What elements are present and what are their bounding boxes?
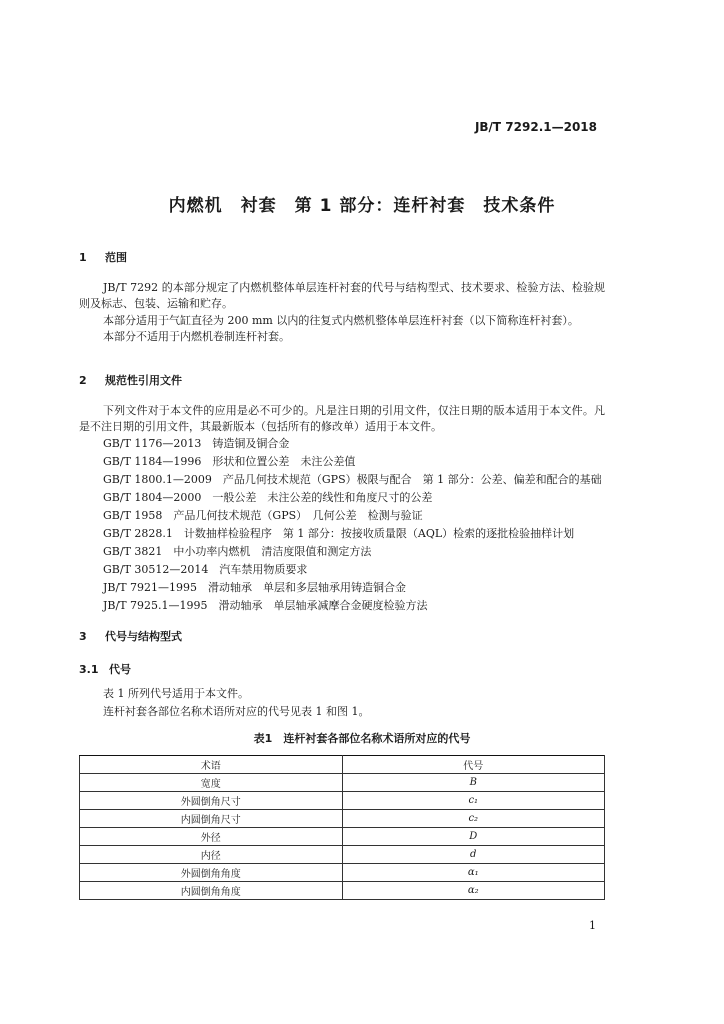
section-1-heading xyxy=(79,249,127,265)
section-number: 1 xyxy=(79,251,87,264)
reference-item: GB/T 2828.1 计数抽样检验程序 第 1 部分：按接收质量限（AQL）检索的逐批检验抽样计划 xyxy=(103,527,575,540)
paragraph: 连杆衬套各部位名称术语所对应的代号见表 1 和图 1。 xyxy=(103,705,370,718)
reference-item: GB/T 1804—2000 一般公差 未注公差的线性和角度尺寸的公差 xyxy=(103,491,433,504)
table-header-row xyxy=(80,756,605,774)
paragraph: 下列文件对于本文件的应用是必不可少的。凡是注日期的引用文件，仅注日期的版本适用于本文件。凡是不注日期的引用文件，其最新版本（包括所有的修改单）适用于本文件。 xyxy=(79,404,605,433)
section-2-heading xyxy=(79,372,182,388)
term-cell: 内圆倒角尺寸 xyxy=(80,810,343,828)
code-table xyxy=(79,755,605,900)
section-title: 规范性引用文件 xyxy=(105,374,182,387)
term-cell: 外径 xyxy=(80,828,343,846)
table-row xyxy=(80,774,605,792)
reference-item: JB/T 7925.1—1995 滑动轴承 单层轴承减摩合金硬度检验方法 xyxy=(103,599,428,612)
term-cell: 内圆倒角角度 xyxy=(80,882,343,900)
reference-item: GB/T 1800.1—2009 产品几何技术规范（GPS）极限与配合 第 1 部分：公差、偏差和配合的基础 xyxy=(103,473,602,486)
paragraph: 本部分适用于气缸直径为 200 mm 以内的往复式内燃机整体单层连杆衬套（以下简称连杆衬套）。 xyxy=(103,314,579,327)
section-title: 范围 xyxy=(105,251,127,264)
term-cell: 外圆倒角角度 xyxy=(80,864,343,882)
code-cell: α₂ xyxy=(342,882,605,900)
code-cell: B xyxy=(342,774,605,792)
section-title: 代号与结构型式 xyxy=(105,630,182,643)
section-number: 3.1 xyxy=(79,663,99,676)
code-cell: α₁ xyxy=(342,864,605,882)
section-title: 代号 xyxy=(109,663,131,676)
term-cell: 宽度 xyxy=(80,774,343,792)
paragraph: 本部分不适用于内燃机卷制连杆衬套。 xyxy=(103,330,290,343)
section-number: 2 xyxy=(79,374,87,387)
section-3-1-heading xyxy=(79,661,131,677)
table-row xyxy=(80,882,605,900)
reference-item: GB/T 1958 产品几何技术规范（GPS） 几何公差 检测与验证 xyxy=(103,509,423,522)
term-cell: 外圆倒角尺寸 xyxy=(80,792,343,810)
column-header-code: 代号 xyxy=(342,756,605,774)
code-cell: D xyxy=(342,828,605,846)
table-row xyxy=(80,792,605,810)
term-cell: 内径 xyxy=(80,846,343,864)
standard-number: JB/T 7292.1—2018 xyxy=(474,120,597,134)
code-cell: c₂ xyxy=(342,810,605,828)
code-cell: c₁ xyxy=(342,792,605,810)
reference-item: GB/T 30512—2014 汽车禁用物质要求 xyxy=(103,563,308,576)
paragraph: 表 1 所列代号适用于本文件。 xyxy=(103,687,249,700)
table-row xyxy=(80,864,605,882)
table-row xyxy=(80,810,605,828)
table-caption: 表1 连杆衬套各部位名称术语所对应的代号 xyxy=(253,732,471,745)
reference-item: GB/T 3821 中小功率内燃机 清洁度限值和测定方法 xyxy=(103,545,372,558)
document-title: 内燃机 衬套 第 1 部分：连杆衬套 技术条件 xyxy=(168,196,556,216)
reference-item: GB/T 1176—2013 铸造铜及铜合金 xyxy=(103,437,290,450)
code-cell: d xyxy=(342,846,605,864)
reference-item: JB/T 7921—1995 滑动轴承 单层和多层轴承用铸造铜合金 xyxy=(103,581,407,594)
section-3-heading xyxy=(79,628,182,644)
table-row xyxy=(80,828,605,846)
page-number: 1 xyxy=(589,919,596,932)
paragraph: JB/T 7292 的本部分规定了内燃机整体单层连杆衬套的代号与结构型式、技术要求、检验方法、检验规则及标志、包装、运输和贮存。 xyxy=(79,281,605,310)
section-number: 3 xyxy=(79,630,87,643)
column-header-term: 术语 xyxy=(80,756,343,774)
table-row xyxy=(80,846,605,864)
reference-item: GB/T 1184—1996 形状和位置公差 未注公差值 xyxy=(103,455,356,468)
